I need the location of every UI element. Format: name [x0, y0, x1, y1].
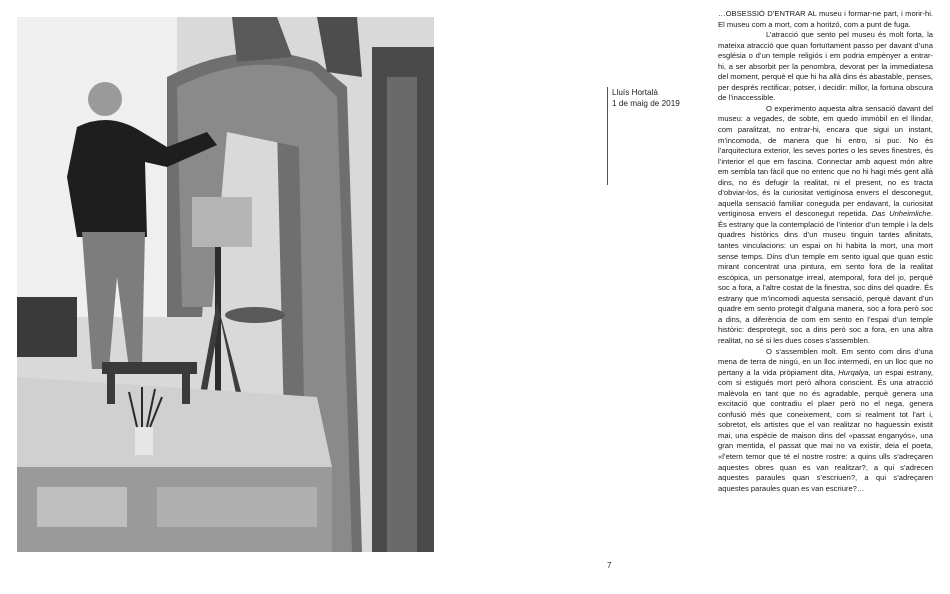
paragraph-3-part-b: . És estrany que la contemplació de l’interior d’un temple i la dels quadres històrics dins d’un museu tinguin tantes afinitats, tantes vinculacions: un espai on hi habita la mort, una mort sense temps. Dins d’un temple em sento igual que quan estic mirant concentrat una pintura, em sento fora de la realitat escòpica, un personatge irreal, atemporal, fora del jo, perquè soc a fora, a l’altre costat de la finestra, soc dins del quadre. És estrany que m’incomodi aquesta sensació, perquè davant d’un quadre em sento protegit d’alguna manera, soc a fora però soc a dins, a diferència de com em sento en l’espai d’un temple històric: desprotegit, soc a dins però soc a fora, en una altra realitat, no sé si les dues coses s’assemblen.	[718, 209, 933, 345]
paragraph-1: …OBSESSIÓ D’ENTRAR AL museu i formar-ne part, i morir-hi. El museu com a mort, com a horitzó, com a punt de fuga.	[718, 9, 933, 29]
paragraph-4-part-b: , un espai estrany, com si estigués mort però alhora conscient. És una atracció malèvola en tant que no és agradable, perquè genera una excitació que contradiu el plaer però no el nega, genera confusió més que coneixement, com si realment tot l’art i, sobretot, els artistes que el van realitzar no haguessin existit mai, una espècie de maison dins del «passat enganyós», una gran mentida, el passat que mai no va existir, deia el poeta, «l’etern temor que té el nostre rostre: a quins ulls s’adreçaren aquestes obres quan es van realitzar?, a qui s’adrecen aquestes paraules quan s’escriuen?, a qui s’adreçaren aquestes paraules quan es van escriure?…	[718, 367, 933, 493]
paragraph-4-part-a: O s’assemblen molt. Em sento com dins d’una mena de terra de ningú, en un lloc intermedi, en un lloc que no pertany a la vida pròpiament dita,	[718, 346, 933, 377]
caption-author: Lluís Hortalà	[612, 88, 658, 97]
paragraph-4-emphasis: Hurqalya	[838, 367, 869, 377]
photo-caption	[607, 87, 680, 185]
page-number: 7	[607, 561, 612, 570]
paragraph-3-emphasis: Das Unheimliche	[871, 209, 931, 219]
studio-photograph	[17, 17, 434, 552]
paragraph-3	[718, 104, 933, 347]
paragraph-3-part-a: O experimento aquesta altra sensació davant del museu: a vegades, de sobte, em quedo immòbil en el llindar, com paralitzat, no entrar-hi, encara que sigui un instant, m’incomoda, de manera que hi entro, si puc. No és l’arquitectura exterior, les seves portes o les seves finestres, és l’interior el que em fascina. Connectar amb aquest món altre em sembla tan fàcil que no entenc que no hi hagi més gent allà dins, no és defugir la realitat, ni el present, no es tracta d’obviar-los, és la curiositat vertiginosa envers el desconegut, aquella sensació familiar coneguda per endavant, la curiositat vertiginosa envers el desconegut repetida.	[718, 103, 933, 219]
essay-text	[718, 9, 933, 494]
paragraph-4	[718, 347, 933, 495]
paragraph-2: L’atracció que sento pel museu és molt forta, la mateixa atracció que quan fortuïtament passo per davant d’una església o d’un temple religiós i em podria empènyer a entrar-hi, a ser absorbit per la penombra, devorat per la immediatesa del moment, perquè el que hi ha allà dins és abastable, penses, per després rectificar, potser, i decidir: millor, la fortuna obscura de l’inaccessible.	[718, 30, 933, 103]
photo-illustration	[17, 17, 434, 552]
caption-date: 1 de maig de 2019	[612, 99, 680, 108]
